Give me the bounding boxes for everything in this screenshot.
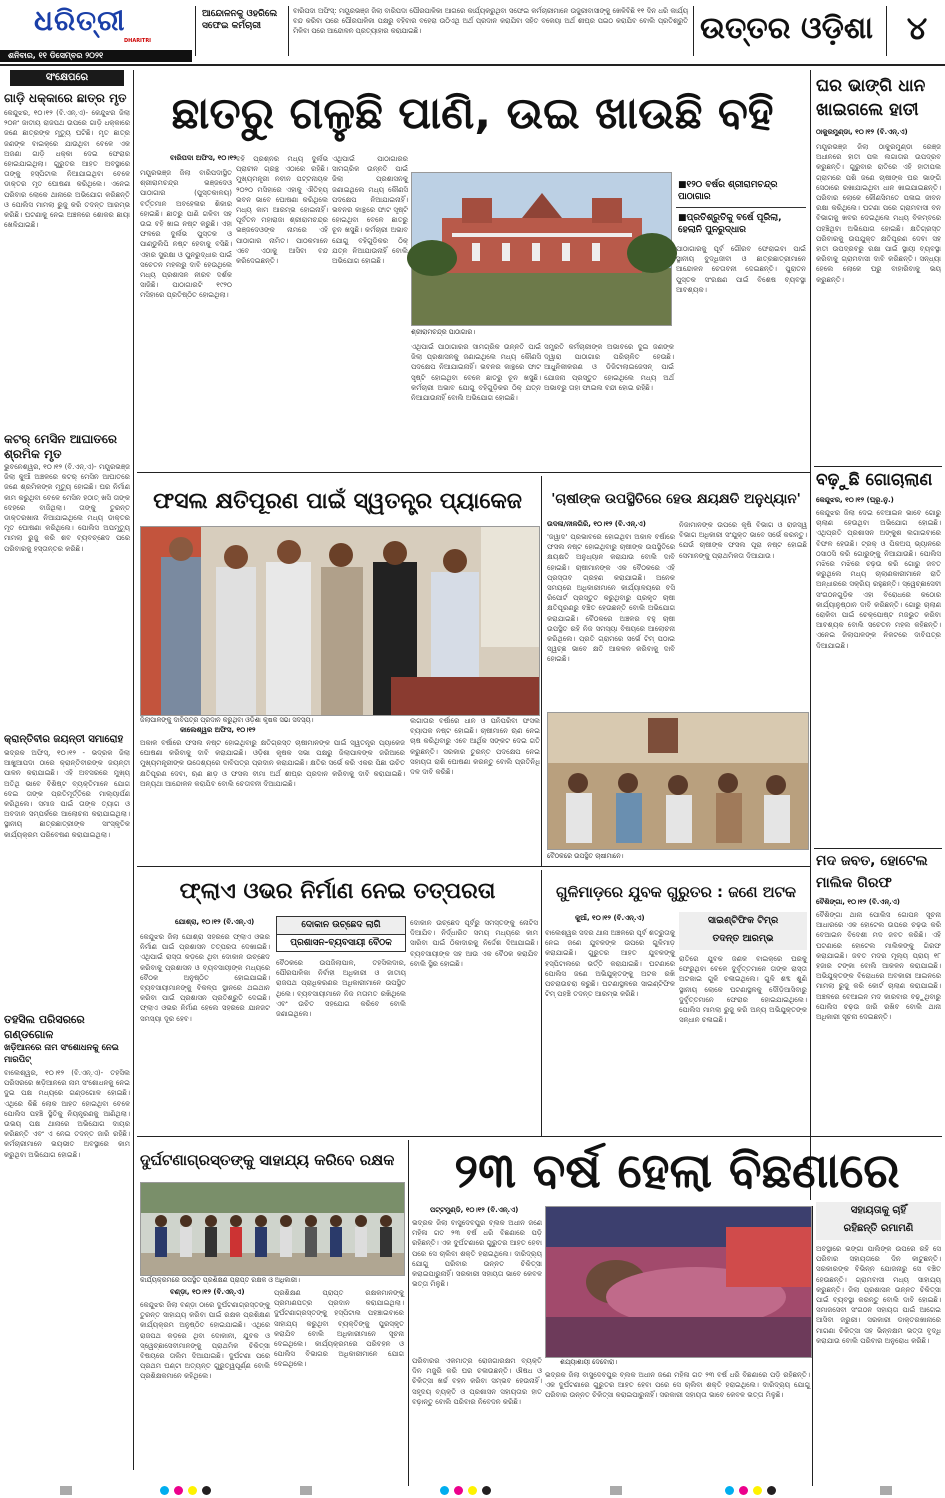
print-dot-magenta [739, 1486, 748, 1495]
flyover-box [276, 916, 406, 952]
reg-mark [610, 1486, 622, 1495]
lead-col-3b: ଏଥିପାଇଁ ପାଠାଗାରର ସାମଗ୍ରିକ ଉନ୍ନତି ପାଇଁ ଜିଲା ପ୍ରଶାସନକୁ ଜଣାଇଥିଲେ ମଧ୍ୟ କୌଣସି ପଦକ୍ଷେପ ନିଆଯାଇନାହିଁ। ଭବନର କାନ୍ଥରେ ଫାଟ ସୃଷ୍ଟି ହୋଇଥିବା ବେଳେ ଛାତରୁ ଚୂନ ଖସୁଛି। କର୍ମଚାରୀ ଅଭାବ ଯୋଗୁ ବହିଗୁଡ଼ିକର ଠିକ୍ ଯତ୍ନ ନିଆଯାଉନାହିଁ ବୋଲି ଅଭିଯୋଗ ହୋଇଛି। [411, 343, 541, 403]
youth-box-line1: ସାଇଣ୍ଟିଫିକ ଟିମ୍‌ର [707, 915, 779, 926]
bedridden-box [816, 1202, 941, 1240]
rakshak-headline[interactable]: ଦୁର୍ଘଟଣାଗ୍ରସ୍ତଙ୍କୁ ସାହାଯ୍ୟ କରିବେ ରକ୍ଷକ [140, 1151, 395, 1169]
info-item-1: ■୧୨୦ ବର୍ଷର ଶ୍ରୀରାମଚନ୍ଦ୍ର ପାଠାଗାର [676, 177, 806, 208]
print-dot-cyan [725, 1486, 734, 1495]
brief-headline-1[interactable]: ଗାଡ଼ି ଧକ୍କାରେ ଛାତ୍ର ମୃତ [4, 91, 127, 105]
liquor-body: ବୈଶିଙ୍ଗା ଥାନା ପୋଲିସ ଗୋପନ ସୂଚନା ଆଧାରରେ ଏକ ହୋଟେଲ ଉପରେ ଚଢ଼ଉ କରି ବେଆଇନ ବିଦେଶୀ ମଦ ଜବତ କରିଛି। ଏହି ଘଟଣାରେ ହୋଟେଲ ମାଲିକଙ୍କୁ ଗିରଫ କରାଯାଇଛି। ଜବତ ମଦର ମୂଲ୍ୟ ପ୍ରାୟ ୧୮ ହଜାର ଟଙ୍କା ବୋଲି ଆକଳନ କରାଯାଇଛି। ଅଭିଯୁକ୍ତଙ୍କ ବିରୋଧରେ ଅବକାରୀ ଆଇନରେ ମାମଲା ରୁଜୁ କରି କୋର୍ଟ ଚାଲାଣ କରାଯାଇଛି। ଅଞ୍ଚଳରେ ବେଆଇନ ମଦ କାରବାର ବଢ଼ୁଥିବାରୁ ପୋଲିସ ଚଢ଼ଉ ଜାରି ରଖିବ ବୋଲି ଥାନା ଅଧିକାରୀ ସୂଚନା ଦେଇଛନ୍ତି। [816, 911, 941, 1022]
rakshak-photo [140, 1182, 405, 1276]
youth-body-2: ରାତିରେ ଯୁବକ ଜଣକ ବାଇକ୍‌ରେ ଘରକୁ ଫେରୁଥିବା ବେଳେ ଦୁର୍ବୃତ୍ତମାନେ ତାଙ୍କ ରାସ୍ତା ଅଟକାଇ ଗୁଳି ଚଳାଇଥିଲେ। ଗୁଳି ଶବ୍ଦ ଶୁଣି ସ୍ଥାନୀୟ ଲୋକେ ଘଟଣାସ୍ଥଳକୁ ଦୌଡ଼ିଆସିବାରୁ ଦୁର୍ବୃତ୍ତମାନେ ଫେରାର ହୋଇଯାଇଥିଲେ। ପୋଲିସ ମାମଲା ରୁଜୁ କରି ଅନ୍ୟ ଅଭିଯୁକ୍ତଙ୍କ ସନ୍ଧାନ ଚଳାଇଛି। [679, 955, 807, 1025]
teaser-text: ବାରିପଦା ଅଫିସ୍: ମୟୂରଭଞ୍ଜ ଜିଲା ବାରିପଦା ପୌରପାଳିକା ଆଗରେ କାର୍ଯ୍ୟକରୁଥିବା ସଫେଇ କର୍ମଚାରୀମାନେ ଉଜୁରୀବାସୀଙ୍କୁ ଖେଳିବିଛି ୧୧ ଦିନ ଧରି କାର୍ଯ୍ୟ ବନ୍ଦ କରିବା ପରେ ପୌରପାଳିକା ପକ୍ଷରୁ ବହିବାର ବହେରା ଉଠିଏଥି ଅର୍ଥ ପ୍ରଦାନ କରାଯିବା ସହିତ ବକେୟା ଅର୍ଥ ଶୀଘ୍ର ପଇଠ କରାଯିବ ବୋଲି ପ୍ରତିଶ୍ରୁତି ମିଳିବା ପରେ ଆନ୍ଦୋଳନ ପ୍ରତ୍ୟାହାର କରାଯାଇଛି। [293, 7, 688, 35]
bedridden-photo-caption: ଶଯ୍ୟାଶାୟୀ ଦେବୋରା। [560, 1358, 618, 1366]
farmers-body: ଅକାଳ ବର୍ଷାରେ ଫସଲ ନଷ୍ଟ ହୋଇଥିବାରୁ କ୍ଷତିଗ୍ରସ୍ତ ଚାଷୀମାନଙ୍କ ପାଇଁ ସ୍ୱତନ୍ତ୍ର ପ୍ୟାକେଜ ଘୋଷଣା କରିବାକୁ ଦାବି କରାଯାଇଛି। ଓଡ଼ିଶା କୃଷକ ସଭା ପକ୍ଷରୁ ଜିଲାପାଳଙ୍କ ଜରିଆରେ ମୁଖ୍ୟମନ୍ତ୍ରୀଙ୍କ ଉଦ୍ଦେଶ୍ୟରେ ଦାବିପତ୍ର ପ୍ରଦାନ କରାଯାଇଛି। କ୍ଷତିର ସର୍ଭେ କରି ଏକର ପିଛା ଉଚିତ କ୍ଷତିପୂରଣ ଦେବା, ଋଣ ଛାଡ଼ ଓ ଫସଲ ବୀମା ଅର୍ଥ ଶୀଘ୍ର ପ୍ରଦାନ କରିବାକୁ ଦାବି କରାଯାଇଛି। ଅନ୍ୟଥା ଆନ୍ଦୋଳନ କରାଯିବ ବୋଲି ଚେତାବନୀ ଦିଆଯାଇଛି। [140, 739, 405, 788]
rakshak-body: କେନ୍ଦୁଝର ଜିଲା ବଣ୍ଡ଼ା ଠାରେ ଦୁର୍ଘଟଣାଗ୍ରସ୍ତଙ୍କୁ ତୁରନ୍ତ ସାହାଯ୍ୟ କରିବା ପାଇଁ ରକ୍ଷକ ପ୍ରଶିକ୍ଷଣ କାର୍ଯ୍ୟକ୍ରମ ଅନୁଷ୍ଠିତ ହୋଇଯାଇଛି। ଏଥିରେ ରାଜପଥ କଡ଼ରେ ଥିବା ଦୋକାନୀ, ଯୁବକ ଓ ସ୍ୱେଚ୍ଛାସେବୀମାନଙ୍କୁ ପ୍ରାଥମିକ ଚିକିତ୍ସା ବିଷୟରେ ତାଲିମ ଦିଆଯାଇଛି। ଦୁର୍ଘଟଣା ପରେ ପ୍ରଥମ ଘଣ୍ଟା ଅତ୍ୟନ୍ତ ଗୁରୁତ୍ୱପୂର୍ଣ୍ଣ ବୋଲି ପ୍ରଶିକ୍ଷକମାନେ କହିଥିଲେ। [140, 1301, 270, 1381]
lead-col-2: ବହି ପ୍ରଶ୍ନର ମଧ୍ୟ ଦୁର୍ଲଭ ପ୍ରାଚୀନ ଗ୍ରନ୍ଥ ଏଠାରେ ରହିଛି। ମୁଖ୍ୟମନ୍ତ୍ରୀ ନବୀନ ପଟ୍ଟନାୟକ ୨୦୨୦ ମସିହାରେ ଏହାକୁ ଐତିହ୍ୟ ଭବନ ଭାବେ ଘୋଷଣା କରିଥିଲେ ମଧ୍ୟ କାମ ଆରମ୍ଭ ହୋଇନାହିଁ। ପୂର୍ବତନ ମହାରାଜା ଶ୍ରୀରାମଚନ୍ଦ୍ର ଭଞ୍ଜଦେଓଙ୍କ ନାମରେ ଏହି ପାଠାଗାର ନାମିତ। ପାଠକମାନେ ଏବେ ଏଠାକୁ ଆସିବା ବନ୍ଦ କରିଦେଇଛନ୍ତି। [236, 155, 328, 266]
liquor-headline[interactable]: ମଦ ଜବତ, ହୋଟେଲ ମାଲିକ ଗିରଫ [816, 853, 928, 891]
bedridden-box-line2: ରହିଛନ୍ତି ରମାମଣି [843, 1223, 914, 1234]
crop-loss-photo [547, 712, 809, 850]
page-number: ୪ [906, 9, 928, 47]
masthead-date-bar: ଶନିବାର, ୧୧ ଡିସେମ୍ବର ୨୦୨୧ [0, 50, 192, 62]
brief-subhead-4: ଖଡ଼ିଆନରେ ନାମ ସଂଶୋଧନକୁ ନେଇ ମାରପିଟ୍ [4, 1043, 119, 1065]
cattle-dateline: କେନ୍ଦୁଝର, ୧୦।୧୨ (ଘ୍ରୂ.ନୁ.) [816, 496, 894, 504]
bedridden-body-2: ପରିବାରର ଏକମାତ୍ର ରୋଜଗାରକ୍ଷମ ବ୍ୟକ୍ତି ଦିନ ମଜୁରି କରି ଘର ଚଳାଉଛନ୍ତି। ଔଷଧ ଓ ଚିକିତ୍ସା ଖର୍ଚ୍ଚ ବହନ କରିବା ସମ୍ଭବ ହେଉନାହିଁ। ସହୃଦୟ ବ୍ୟକ୍ତି ଓ ପ୍ରଶାସନ ସହାୟତାର ହାତ ବଢ଼ାନ୍ତୁ ବୋଲି ପରିବାର ନିବେଦନ କରିଛି। [412, 1357, 542, 1406]
rakshak-body-2: ପ୍ରଶିକ୍ଷଣ ପ୍ରାପ୍ତ ରକ୍ଷକମାନଙ୍କୁ ପ୍ରମାଣପତ୍ର ପ୍ରଦାନ କରାଯାଇଥିଲା। ଦୁର୍ଘଟଣାଗ୍ରସ୍ତଙ୍କୁ ହସ୍ପିଟାଲ ପହଞ୍ଚାଇବାରେ ସାହାଯ୍ୟ କରୁଥିବା ବ୍ୟକ୍ତିଙ୍କୁ ପୁରସ୍କୃତ କରାଯିବ ବୋଲି ଅଧିକାରୀମାନେ ସୂଚନା ଦେଇଥିଲେ। କାର୍ଯ୍ୟକ୍ରମରେ ପରିବହନ ଓ ପୋଲିସ ବିଭାଗର ଅଧିକାରୀମାନେ ଯୋଗ ଦେଇଥିଲେ। [274, 1289, 404, 1369]
crop-loss-body: 'ଜୱାଦ' ପ୍ରଭାବରେ ହୋଇଥିବା ଅକାଳ ବର୍ଷାରେ ଫସଲ ନଷ୍ଟ ହୋଇଥିବାରୁ ଚାଷୀଙ୍କ ଉପସ୍ଥିତିରେ କ୍ଷୟକ୍ଷତି ଅନୁଧ୍ୟାନ କରାଯାଉ ବୋଲି ଦାବି ହୋଇଛି। ଚାଷୀମାନଙ୍କ ଏକ ବୈଠକରେ ଏହି ପ୍ରସ୍ତାବ ଗ୍ରହଣ କରାଯାଇଛି। ଅନେକ ସମୟରେ ଅଧିକାରୀମାନେ କାର୍ଯ୍ୟାଳୟରେ ବସି ରିପୋର୍ଟ ପ୍ରସ୍ତୁତ କରୁଥିବାରୁ ପ୍ରକୃତ ଚାଷୀ କ୍ଷତିପୂରଣରୁ ବଞ୍ଚିତ ହେଉଛନ୍ତି ବୋଲି ଅଭିଯୋଗ କରାଯାଇଛି। ବୈଠକରେ ଅଞ୍ଚଳର ବହୁ ଚାଷୀ ଉପସ୍ଥିତ ରହି ନିଜ ସମସ୍ୟା ବିଷୟରେ ଆଲୋଚନା କରିଥିଲେ। ପ୍ରତି ଗ୍ରାମରେ ସର୍ଭେ ଟିମ୍ ପଠାଇ ସ୍ୱଚ୍ଛ ଭାବେ କ୍ଷତି ଆକଳନ କରିବାକୁ ଦାବି ହୋଇଛି। [547, 533, 675, 664]
bedridden-photo [545, 1206, 812, 1358]
info-item-2: ■ପ୍ରତିଶ୍ରୁତିକୁ ବର୍ଷେ ପୂରିଲା, ହେଲାନି ପୁନରୁଦ୍ଧାର [678, 213, 782, 235]
farmers-photo [140, 526, 540, 716]
print-dot-black [482, 1486, 491, 1495]
section-label-briefs: ସଂକ୍ଷେପରେ [10, 70, 124, 86]
rakshak-dateline: ବଣ୍ଡ଼ା, ୧୦।୧୨ (ବି.ଏନ୍.ଏ) [170, 1288, 245, 1296]
flyover-box-line2: ପ୍ରଶାସନ-ବ୍ୟବସାୟୀ ବୈଠକ [290, 938, 392, 948]
flyover-body: କେନ୍ଦୁଝର ଜିଲା ଯୋଶ୍ରା ସହରରେ ଫ୍ଲାଏ ଓଭର ନିର୍ମାଣ ପାଇଁ ପ୍ରଶାସନ ତତ୍ପରତା ଦେଖାଇଛି। ଏଥିପାଇଁ ରାସ୍ତା କଡ଼ରେ ଥିବା ଦୋକାନ ଉଚ୍ଛେଦ କରିବାକୁ ପ୍ରଶାସନ ଓ ବ୍ୟବସାୟୀଙ୍କ ମଧ୍ୟରେ ବୈଠକ ଅନୁଷ୍ଠିତ ହୋଇଯାଇଛି। ବ୍ୟବସାୟୀମାନଙ୍କୁ ବିକଳ୍ପ ସ୍ଥାନରେ ଥଇଥାନ କରିବା ପାଇଁ ପ୍ରଶାସନ ପ୍ରତିଶ୍ରୁତି ଦେଇଛି। ଫ୍ଲାଏ ଓଭର ନିର୍ମାଣ ହେଲେ ସହରରେ ଯାନଜଟ ସମସ୍ୟା ଦୂର ହେବ। [140, 933, 270, 1023]
bedridden-body: ଭଦ୍ରକ ଜିଲା ବାସୁଦେବପୁର ବ୍ଲକ ଅଧୀନ ଜଣେ ମହିଳା ଗତ ୨୩ ବର୍ଷ ଧରି ବିଛଣାରେ ପଡ଼ି ରହିଛନ୍ତି। ଏକ ଦୁର୍ଘଟଣାରେ ଗୁରୁତର ଆହତ ହେବା ପରେ ସେ ଚାଲିବା ଶକ୍ତି ହରାଇଥିଲେ। ଦାରିଦ୍ର୍ୟ ଯୋଗୁ ପରିବାର ଉନ୍ନତ ଚିକିତ୍ସା କରାଇପାରୁନାହିଁ। ସରକାରୀ ସହାୟତା ଭାବେ କେବଳ ଭତ୍ତା ମିଳୁଛି। [412, 1219, 542, 1289]
lead-col-5: ପାଠାଗାରକୁ ପୂର୍ବ ଗୌରବ ଫେରାଇବା ପାଇଁ ସ୍ଥାନୀୟ ବୁଦ୍ଧିଜୀବୀ ଓ ଛାତ୍ରଛାତ୍ରୀମାନେ ଆନ୍ଦୋଳନ ଚେତାବନୀ ଦେଇଛନ୍ତି। ପୁରାତନ ପୁସ୍ତକ ସଂରକ୍ଷଣ ପାଇଁ ବିଶେଷ ବ୍ୟବସ୍ଥା ଆବଶ୍ୟକ। [676, 245, 806, 294]
print-dot-magenta [454, 1486, 463, 1495]
library-photo-caption: ଶ୍ରୀରାମଚନ୍ଦ୍ର ପାଠାଗାର। [411, 328, 476, 336]
print-dot-yellow [188, 1486, 197, 1495]
logo [34, 4, 184, 44]
print-dot-magenta [174, 1486, 183, 1495]
cattle-body: କେନ୍ଦୁଝର ଜିଲା ଦେଇ ବେଆଇନ ଭାବେ ଗୋରୁ ଚାଲାଣ ହେଉଥିବା ଅଭିଯୋଗ ହୋଇଛି। ଏଥିପ୍ରତି ପ୍ରଶାସନ ଅଙ୍କୁଶ ଲଗାଇବାରେ ବିଫଳ ହେଉଛି। ଟ୍ରକ୍ ଓ ପିକଅପ୍ ଭ୍ୟାନରେ ଠସାଠସି କରି ଗୋରୁଙ୍କୁ ନିଆଯାଉଛି। ପୋଲିସ ମଝିରେ ମଝିରେ ଚଢ଼ଉ କରି ଗୋରୁ ଜବତ କରୁଥିଲେ ମଧ୍ୟ ଚାଲାଣକାରୀମାନେ ରାତି ଅନ୍ଧାରରେ ସକ୍ରିୟ ରହୁଛନ୍ତି। ସ୍ୱେଚ୍ଛାସେବୀ ସଂଗଠନଗୁଡ଼ିକ ଏହା ବିରୋଧରେ କଠୋର କାର୍ଯ୍ୟାନୁଷ୍ଠାନ ଦାବି କରିଛନ୍ତି। ଗୋରୁ ଚାଲାଣ ରୋକିବା ପାଇଁ ଚେକ୍‌ପୋଷ୍ଟ ମଜଭୁତ କରିବା ଆବଶ୍ୟକ ବୋଲି ସଚେତନ ମହଲ କହିଛନ୍ତି। ଏନେଇ ଜିଲାପାଳଙ୍କ ନିକଟରେ ଦାବିପତ୍ର ଦିଆଯାଇଛି। [816, 509, 941, 650]
crop-loss-headline[interactable]: 'ଚାଷୀଙ୍କ ଉପସ୍ଥିତିରେ ହେଉ କ୍ଷୟକ୍ଷତି ଅନୁଧ୍ୟାନ' [551, 491, 801, 507]
masthead [0, 0, 945, 62]
elephant-body: ମୟୂରଭଞ୍ଜ ଜିଲା ଠାକୁରମୁଣ୍ଡା ରେଞ୍ଜ ଅଧୀନରେ ହାତୀ ପଲ ଲଗାତାର ଉପଦ୍ରବ କରୁଛନ୍ତି। ଗୁରୁବାର ରାତିରେ ଏହି ହାତୀପଲ ଗ୍ରାମରେ ପଶି ଜଣେ ଚାଷୀଙ୍କ ଘର ଭାଙ୍ଗି ସେଠାରେ ରଖାଯାଇଥିବା ଧାନ ଖାଇଯାଇଛନ୍ତି। ପରିବାର ଲୋକେ କୌଣସିମତେ ପଳାଇ ଜୀବନ ରକ୍ଷା କରିଥିଲେ। ଘଟଣା ପରେ ଗ୍ରାମବାସୀ ବନ ବିଭାଗକୁ ଖବର ଦେଇଥିଲେ ମଧ୍ୟ ବିଳମ୍ବରେ ପହଞ୍ଚିଥିବା ଅଭିଯୋଗ ହୋଇଛି। କ୍ଷତିଗ୍ରସ୍ତ ପରିବାରକୁ ଉପଯୁକ୍ତ କ୍ଷତିପୂରଣ ଦେବା ସହ ହାତୀ ଉପଦ୍ରବରୁ ରକ୍ଷା ପାଇଁ ସ୍ଥାୟୀ ବ୍ୟବସ୍ଥା କରିବାକୁ ଗ୍ରାମବାସୀ ଦାବି କରିଛନ୍ତି। ସନ୍ଧ୍ୟା ହେଲେ ଲୋକେ ଘରୁ ବାହାରିବାକୁ ଭୟ କରୁଛନ୍ତି। [816, 143, 941, 284]
farmers-body-2: ଲଗାତାର ବର୍ଷାରେ ଧାନ ଓ ପନିପରିବା ଫସଲ ବ୍ୟାପକ ନଷ୍ଟ ହୋଇଛି। ଚାଷୀମାନେ ଋଣ ନେଇ ଚାଷ କରିଥିବାରୁ ଏବେ ଆର୍ଥିକ ସଙ୍କଟ ଦେଇ ଗତି କରୁଛନ୍ତି। ସରକାର ତୁରନ୍ତ ପଦକ୍ଷେପ ନେଇ ସହାୟତା ରାଶି ଘୋଷଣା କରନ୍ତୁ ବୋଲି ପ୍ରତିନିଧି ଦଳ ଦାବି କରିଛି। [410, 717, 540, 777]
flyover-headline[interactable]: ଫ୍ଲାଏ ଓଭର ନିର୍ମାଣ ନେଇ ତତ୍ପରତା [179, 879, 496, 904]
brief-body-4: ବାଲେଶ୍ୱର, ୧୦।୧୨ (ବି.ଏନ୍.ଏ)- ତହସିଲ ପରିସରରେ ଖଡ଼ିଆନରେ ନାମ ସଂଶୋଧନକୁ ନେଇ ଦୁଇ ପକ୍ଷ ମଧ୍ୟରେ ଗଣ୍ଡଗୋଳ ହୋଇଛି। ଏଥିରେ କିଛି ଲୋକ ଆହତ ହୋଇଥିବା ବେଳେ ପୋଲିସ ପହଞ୍ଚି ସ୍ଥିତିକୁ ନିୟନ୍ତ୍ରଣକୁ ଆଣିଥିଲା। ଉଭୟ ପକ୍ଷ ଥାନାରେ ଅଭିଯୋଗ ଦାୟର କରିଛନ୍ତି ଏବଂ ଏ ନେଇ ତଦନ୍ତ ଜାରି ରହିଛି। କର୍ମଚାରୀମାନେ ଭୟଭୀତ ଅବସ୍ଥାରେ କାମ କରୁଥିବା ଅଭିଯୋଗ ହୋଇଛି। [4, 1069, 130, 1159]
farmers-photo-caption: ଜିଲାପାଳଙ୍କୁ ଦାବିପତ୍ର ପ୍ରଦାନ କରୁଥିବା ଓଡ଼ିଶା କୃଷକ ସଭା ସଦସ୍ୟ। [140, 716, 314, 724]
brief-headline-2[interactable]: କଟର୍ ମେସିନ ଆଘାତରେ ଶ୍ରମିକ ମୃତ [4, 432, 118, 461]
print-dot-black [202, 1486, 211, 1495]
lead-col-4: ସମ୍ପ୍ରତି କର୍ମଚାରୀଙ୍କ ଅଭାବରେ ଦୁଇ ଜଣଙ୍କ ଦ୍ୱାରା ପାଠାଗାର ପରିଚାଳିତ ହେଉଛି। ଆଧୁନିକୀକରଣ ଓ ଡିଜିଟାଲାଇଜେସନ୍ ପାଇଁ ଯୋଜନା ପ୍ରସ୍ତୁତ ହୋଇଥିଲେ ମଧ୍ୟ ଅର୍ଥ ଅଭାବରୁ ତାହା ଫାଇଲ ବନ୍ଦୀ ହୋଇ ରହିଛି। [544, 343, 674, 392]
brief-body-2: ଭୁବନେଶ୍ୱର, ୧୦।୧୨ (ବି.ଏନ୍.ଏ)- ମୟୂରଭଞ୍ଜ ଜିଲା କୁଆଁ ଅଞ୍ଚଳରେ କଟର୍ ମେସିନ ଆଘାତରେ ଜଣେ ଶ୍ରମିକଙ୍କ ମୃତ୍ୟୁ ହୋଇଛି। ଘର ନିର୍ମାଣ କାମ କରୁଥିବା ବେଳେ ମେସିନ ହଠାତ୍ ଖସି ତାଙ୍କ ଦେହରେ ବାଜିଥିଲା। ତାଙ୍କୁ ତୁରନ୍ତ ଡାକ୍ତରଖାନା ନିଆଯାଇଥିଲେ ମଧ୍ୟ ଡାକ୍ତର ମୃତ ଘୋଷଣା କରିଥିଲେ। ପୋଲିସ ଅପମୃତ୍ୟୁ ମାମଲା ରୁଜୁ କରି ଶବ ବ୍ୟବଚ୍ଛେଦ ପରେ ପରିବାରକୁ ହସ୍ତାନ୍ତର କରିଛି। [4, 463, 130, 553]
brief-headline-4[interactable]: ତହସିଲ ପରିସରରେ ଗଣ୍ଡଗୋଳ [4, 1013, 85, 1041]
brief-body-1: କେନ୍ଦୁଝର, ୧୦।୧୨ (ବି.ଏନ୍.ଏ)- କେନ୍ଦୁଝର ଜିଲା ୨୦ନଂ ଜାତୀୟ ରାଜପଥ ଉପରେ ଗାଡ଼ି ଧକ୍କାରେ ଜଣେ ଛାତ୍ରଙ୍କ ମୃତ୍ୟୁ ଘଟିଛି। ମୃତ ଛାତ୍ର ଜଣଙ୍କ ବାଇକ୍‌ରେ ଯାଉଥିବା ବେଳେ ଏକ ଅଜଣା ଗାଡ଼ି ଧକ୍କା ଦେଇ ଫେରାର ହୋଇଯାଇଥିଲା। ଗୁରୁତର ଆହତ ଅବସ୍ଥାରେ ତାଙ୍କୁ ହସ୍ପିଟାଲ ନିଆଯାଇଥିବା ବେଳେ ଡାକ୍ତର ମୃତ ଘୋଷଣା କରିଥିଲେ। ଏନେଇ ପରିବାର ଲୋକେ ଥାନାରେ ଅଭିଯୋଗ କରିଛନ୍ତି ଓ ପୋଲିସ ମାମଲା ରୁଜୁ କରି ତଦନ୍ତ ଆରମ୍ଭ କରିଛି। ଘଟଣାକୁ ନେଇ ଅଞ୍ଚଳରେ ଶୋକର ଛାୟା ଖେଳିଯାଇଛି। [4, 109, 130, 230]
youth-box-line2: ତଦନ୍ତ ଆରମ୍ଭ [712, 933, 774, 944]
bedridden-headline[interactable]: ୨୩ ବର୍ଷ ହେଲା ବିଛଣାରେ [454, 1143, 900, 1199]
lead-dateline: ବାରିପଦା ଅଫିସ, ୧୦।୧୨ [170, 154, 237, 162]
farmers-dateline: କାଲେଶ୍ୱର ଅଫିସ, ୧୦।୧୨ [180, 726, 256, 734]
lead-col-1: ମୟୂରଭଞ୍ଜ ଜିଲା ବାରିପଦାସ୍ଥିତ ଶ୍ରୀରାମଚନ୍ଦ୍ର ଭଞ୍ଜଦେଓ ପାଠାଗାର (ପୁସ୍ତକାଳୟ) ବର୍ତ୍ତମାନ ଅବହେଳାର ଶିକାର ହୋଇଛି। ଛାତରୁ ପାଣି ଗଳିବା ସହ ଉଇ ବହି ଖାଇ ନଷ୍ଟ କରୁଛି। ଏହା ଫଳରେ ଦୁର୍ଲଭ ପୁସ୍ତକ ଓ ପାଣ୍ଡୁଲିପି ନଷ୍ଟ ହେବାକୁ ବସିଛି। ଏହାର ସୁରକ୍ଷା ଓ ପୁନରୁଦ୍ଧାର ପାଇଁ ସଚେତନ ମହଲରୁ ଦାବି ହେଉଥିଲେ ମଧ୍ୟ ପ୍ରଶାସନ ନୀରବ ଦର୍ଶକ ସାଜିଛି। ପାଠାଗାରଟି ୧୯୨୦ ମସିହାରେ ପ୍ରତିଷ୍ଠିତ ହୋଇଥିଲା। [140, 169, 232, 300]
reg-mark [60, 1486, 72, 1495]
lead-headline[interactable]: ଛାତରୁ ଗଳୁଛି ପାଣି, ଉଇ ଖାଉଛି ବହି [171, 88, 774, 139]
brief-headline-3[interactable]: କ୍ରାନ୍ତିବୀର ଜୟନ୍ତୀ ସମାରୋହ [4, 734, 124, 745]
liquor-dateline: ବୈଶିଙ୍ଗା, ୧୦।୧୨ (ବି.ଏନ୍.ଏ) [816, 898, 900, 906]
youth-body: ବାଲେଶ୍ୱର ସଦର ଥାନା ଅଞ୍ଚଳରେ ପୂର୍ବ ଶତ୍ରୁତାକୁ ନେଇ ଜଣେ ଯୁବକଙ୍କ ଉପରେ ଗୁଳିମାଡ଼ କରାଯାଇଛି। ଗୁରୁତର ଆହତ ଯୁବକଙ୍କୁ ହସ୍ପିଟାଲରେ ଭର୍ତ୍ତି କରାଯାଇଛି। ଘଟଣାରେ ପୋଲିସ ଜଣେ ଅଭିଯୁକ୍ତଙ୍କୁ ଅଟକ ରଖି ପଚରାଉଚରା କରୁଛି। ଘଟଣାସ୍ଥଳରେ ସାଇଣ୍ଟିଫିକ ଟିମ୍ ପହଞ୍ଚି ତଦନ୍ତ ଆରମ୍ଭ କରିଛି। [545, 929, 675, 999]
print-dot-cyan [160, 1486, 169, 1495]
bedridden-side-body: ଅବସ୍ଥାରେ ଭଙ୍ଗା ପାଲିଙ୍କ ଉପରେ ରହି ସେ ପରିବାର ସହାୟତାରେ ଦିନ କାଟୁଛନ୍ତି। ସରକାରଙ୍କ ବିଭିନ୍ନ ଯୋଜନାରୁ ସେ ବଞ୍ଚିତ ହେଉଛନ୍ତି। ଗ୍ରାମବାସୀ ମଧ୍ୟ ସାହାଯ୍ୟ କରୁଛନ୍ତି। ଜିଲା ପ୍ରଶାସନ ଉନ୍ନତ ଚିକିତ୍ସା ପାଇଁ ବ୍ୟବସ୍ଥା କରନ୍ତୁ ବୋଲି ଦାବି ହୋଇଛି। ସମାଜସେବୀ ସଂଗଠନ ସହାୟତା ପାଇଁ ଆଗେଇ ଆସିବା ଜରୁରୀ। ସରକାରୀ ଡାକ୍ତରଖାନାରେ ମାଗଣା ଚିକିତ୍ସା ସହ ଭିନ୍ନକ୍ଷମ ଭତ୍ତା ବୃଦ୍ଧି କରାଯାଉ ବୋଲି ପରିବାର ଅନୁରୋଧ କରିଛି। [816, 1245, 941, 1345]
section-title: ଉତ୍ତର ଓଡ଼ିଶା [700, 11, 874, 46]
youth-headline[interactable]: ଗୁଳିମାଡ଼ରେ ଯୁବକ ଗୁରୁତର : ଜଣେ ଅଟକ [555, 883, 797, 901]
elephant-headline[interactable]: ଘର ଭାଙ୍ଗି ଧାନ ଖାଇଗଲେ ହାତୀ [816, 76, 926, 120]
crop-loss-photo-caption: ବୈଠକରେ ଉପସ୍ଥିତ ଚାଷୀମାନେ। [547, 852, 624, 860]
flyover-box-line1: ଦୋକାନ ଉଚ୍ଛେଦ ଲାଗି [277, 917, 405, 935]
lead-col-3: ଏଥିପାଇଁ ପାଠାଗାରର ସାମଗ୍ରିକ ଉନ୍ନତି ପାଇଁ ଜିଲା ପ୍ରଶାସନକୁ ଜଣାଇଥିଲେ ମଧ୍ୟ କୌଣସି ପଦକ୍ଷେପ ନିଆଯାଇନାହିଁ। ଭବନର କାନ୍ଥରେ ଫାଟ ସୃଷ୍ଟି ହୋଇଥିବା ବେଳେ ଛାତରୁ ଚୂନ ଖସୁଛି। କର୍ମଚାରୀ ଅଭାବ ଯୋଗୁ ବହିଗୁଡ଼ିକର ଠିକ୍ ଯତ୍ନ ନିଆଯାଉନାହିଁ ବୋଲି ଅଭିଯୋଗ ହୋଇଛି। [332, 155, 408, 266]
print-dot-cyan [440, 1486, 449, 1495]
bedridden-body-3: ଭଦ୍ରକ ଜିଲା ବାସୁଦେବପୁର ବ୍ଲକ ଅଧୀନ ଜଣେ ମହିଳା ଗତ ୨୩ ବର୍ଷ ଧରି ବିଛଣାରେ ପଡ଼ି ରହିଛନ୍ତି। ଏକ ଦୁର୍ଘଟଣାରେ ଗୁରୁତର ଆହତ ହେବା ପରେ ସେ ଚାଲିବା ଶକ୍ତି ହରାଇଥିଲେ। ଦାରିଦ୍ର୍ୟ ଯୋଗୁ ପରିବାର ଉନ୍ନତ ଚିକିତ୍ସା କରାଇପାରୁନାହିଁ। ସରକାରୀ ସହାୟତା ଭାବେ କେବଳ ଭତ୍ତା ମିଳୁଛି। [545, 1371, 810, 1400]
elephant-dateline: ଠାକୁରମୁଣ୍ଡା, ୧୦।୧୨ (ବି.ଏନ୍.ଏ) [816, 128, 908, 136]
flyover-dateline: ଯୋଶ୍ରା, ୧୦।୧୨ (ବି.ଏନ୍.ଏ) [175, 918, 255, 926]
print-dot-black [767, 1486, 776, 1495]
logo-text: ଧରିତ୍ରୀ [34, 4, 126, 37]
library-photo [411, 172, 672, 326]
reg-mark [300, 1486, 312, 1495]
print-dot-yellow [468, 1486, 477, 1495]
reg-mark [880, 1486, 892, 1495]
teaser-head[interactable]: ଆନ୍ଦୋଳନକୁ ଓହରିଲେ ସଫେଇ କର୍ମଚାରୀ [202, 9, 278, 31]
logo-sub: DHARITRI [124, 38, 152, 44]
left-briefs [4, 70, 130, 1470]
crop-loss-body-2: ନିଜାମାନଙ୍କ ଉପରେ କୃଷି ବିଭାଗ ଓ ରାଜସ୍ୱ ବିଭାଗ ଅଧିକାରୀ ସଂଯୁକ୍ତ ଭାବେ ସର୍ଭେ କରନ୍ତୁ। ଯେଉଁ ଚାଷୀଙ୍କ ଫସଲ ପୂରା ନଷ୍ଟ ହୋଇଛି ସେମାନଙ୍କୁ ପ୍ରାଥମିକତା ଦିଆଯାଉ। [679, 521, 807, 560]
print-dot-yellow [753, 1486, 762, 1495]
crop-loss-dateline: ଉଦଳା/ନୀଳଗିରି, ୧୦।୧୨ (ବି.ଏନ୍.ଏ) [547, 520, 646, 528]
bedridden-dateline: ପଟ୍ଟମୁଣ୍ଡି, ୧୦।୧୨ (ବି.ଏନ୍.ଏ) [430, 1206, 519, 1214]
brief-body-3: ଭଦ୍ରକ ଅଫିସ୍, ୧୦।୧୨ - ଭଦ୍ରକ ଜିଲା ଆଖୁଆପଦା ଠାରେ କ୍ରାନ୍ତିବୀରଙ୍କ ଜୟନ୍ତୀ ପାଳନ କରାଯାଇଛି। ଏହି ଅବସରରେ ମୁଖ୍ୟ ଅତିଥି ଭାବେ ବିଶିଷ୍ଟ ବ୍ୟକ୍ତିମାନେ ଯୋଗ ଦେଇ ତାଙ୍କ ପ୍ରତିମୂର୍ତ୍ତିରେ ମାଲ୍ୟାର୍ପଣ କରିଥିଲେ। ସମାଜ ପାଇଁ ତାଙ୍କ ତ୍ୟାଗ ଓ ଅବଦାନ ସମ୍ପର୍କରେ ଆଲୋଚନା କରାଯାଇଥିଲା। ସ୍ଥାନୀୟ ଛାତ୍ରଛାତ୍ରୀଙ୍କ ସାଂସ୍କୃତିକ କାର୍ଯ୍ୟକ୍ରମ ପରିବେଷଣ କରାଯାଇଥିଲା। [4, 749, 130, 839]
flyover-body-3: ଦୋକାନ ଉଚ୍ଛେଦ ପୂର୍ବରୁ ସମସ୍ତଙ୍କୁ ନୋଟିସ ଦିଆଯିବ। ନିର୍ଦ୍ଧାରିତ ସମୟ ମଧ୍ୟରେ କାମ ସାରିବା ପାଇଁ ଠିକାଦାରକୁ ନିର୍ଦ୍ଦେଶ ଦିଆଯାଇଛି। ବ୍ୟବସାୟୀଙ୍କ ସହ ଆଉ ଏକ ବୈଠକ କରାଯିବ ବୋଲି ସ୍ଥିର ହୋଇଛି। [410, 919, 538, 968]
bedridden-box-line1: ସହାୟତାକୁ ଚାହିଁ [850, 1205, 907, 1216]
farmers-headline[interactable]: ଫସଲ କ୍ଷତିପୂରଣ ପାଇଁ ସ୍ୱତନ୍ତ୍ର ପ୍ୟାକେଜ [153, 489, 522, 514]
cattle-headline[interactable]: ବଢ଼ୁଛି ଗୋଚାଲାଣ [816, 470, 933, 490]
youth-dateline: କୁଆଁ, ୧୦।୧୨ (ବି.ଏନ୍.ଏ) [575, 914, 645, 922]
rakshak-photo-caption: କାର୍ଯ୍ୟକ୍ରମରେ ଉପସ୍ଥିତ ପ୍ରଶିକ୍ଷଣ ପ୍ରାପ୍ତ ରକ୍ଷକ ଓ ଅଧିକାରୀ। [140, 1276, 300, 1284]
youth-box [679, 912, 807, 950]
flyover-body-2: ବୈଠକରେ ଉପଜିଲାପାଳ, ତହସିଲଦାର, ପୌରପାଳିକା ନିର୍ବାହୀ ଅଧିକାରୀ ଓ ଜାତୀୟ ରାଜପଥ ପ୍ରାଧିକରଣର ଅଧିକାରୀମାନେ ଉପସ୍ଥିତ ଥିଲେ। ବ୍ୟବସାୟୀମାନେ ନିଜ ମତାମତ ରଖିଥିଲେ ଏବଂ ଉଚିତ ସହଯୋଗ କରିବେ ବୋଲି ଜଣାଇଥିଲେ। [276, 959, 406, 1019]
